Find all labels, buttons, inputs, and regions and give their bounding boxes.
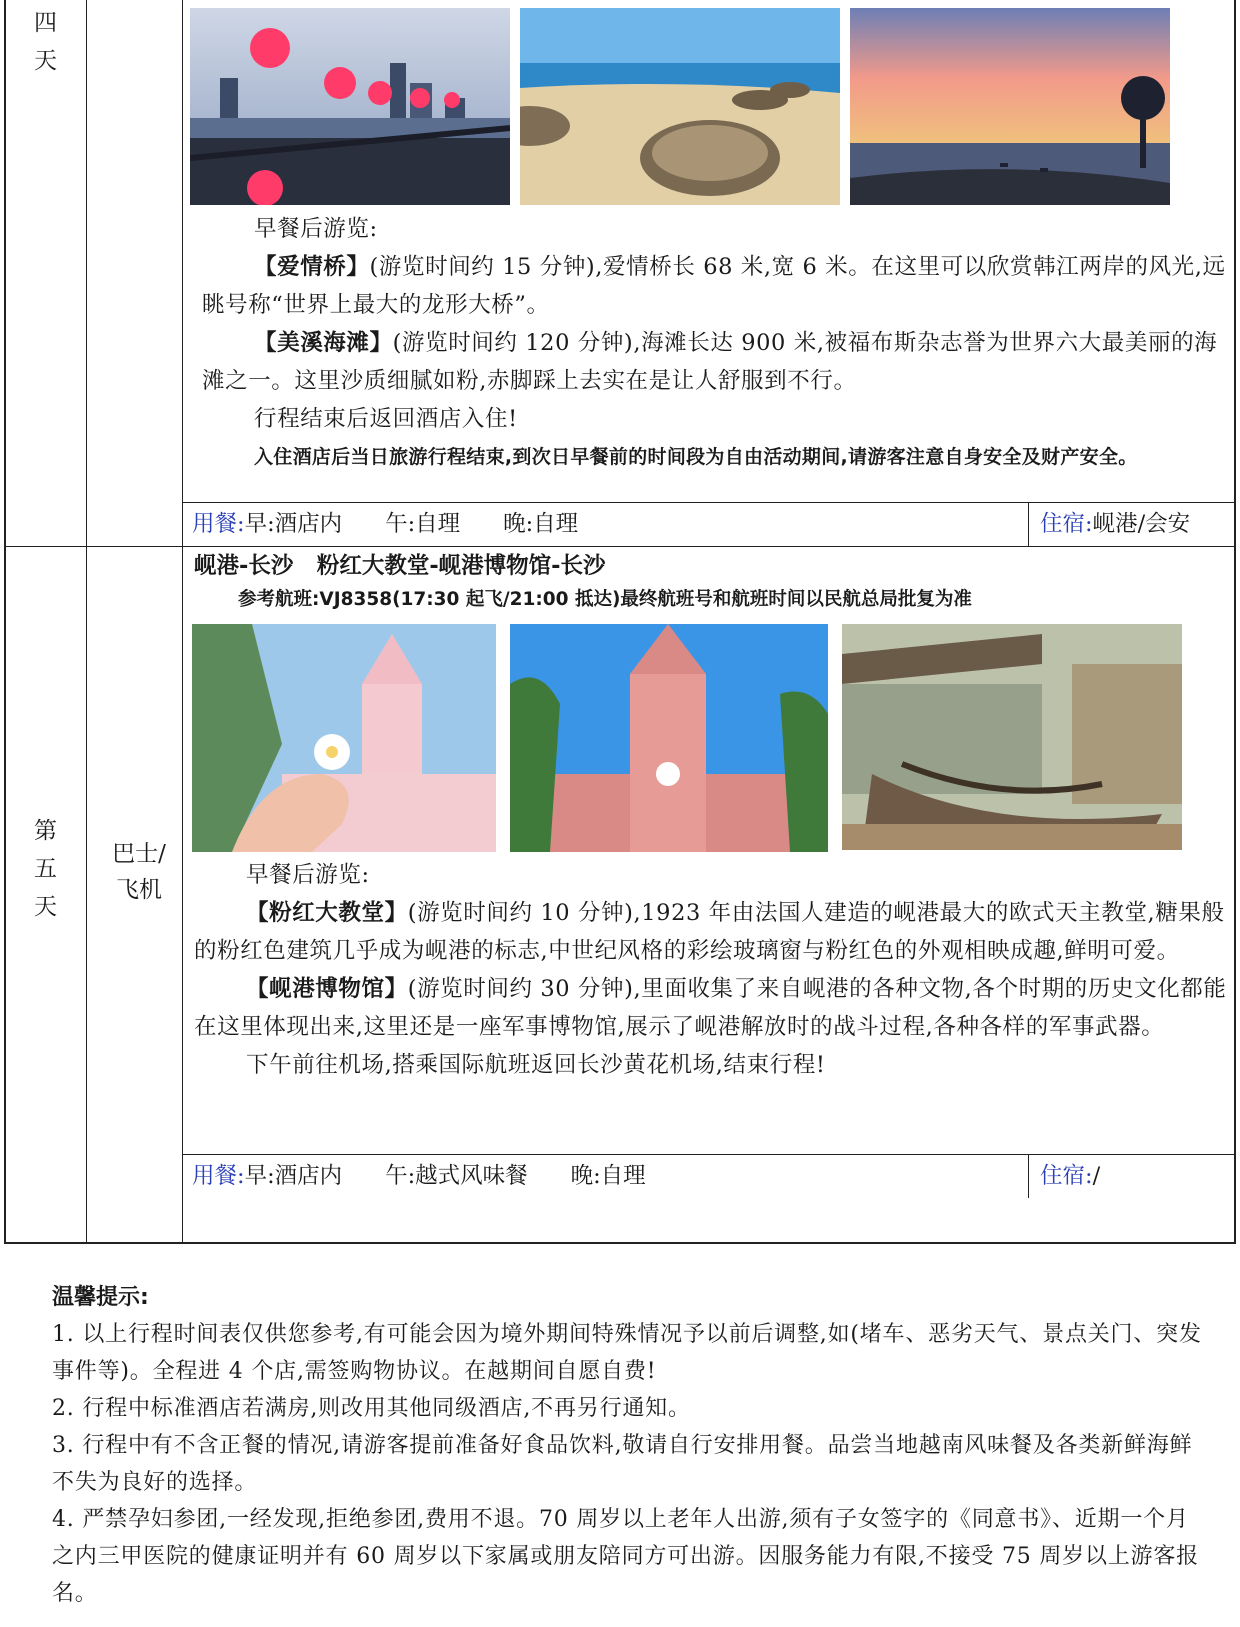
day5-description [194,856,1230,1084]
day5-lodging-value: / [1092,1163,1101,1189]
day4-meals [192,506,578,542]
day5-intro: 早餐后游览: [246,862,370,888]
day4-safety-notice: 入住酒店后当日旅游行程结束,到次日早餐前的时间段为自由活动期间,请游客注意自身安全及财产安全。 [254,446,1138,468]
tips-item-1: 1. 以上行程时间表仅供您参考,有可能会因为境外期间特殊情况予以前后调整,如(堵车、恶劣天气、景点关门、突发事件等)。全程进 4 个店,需签购物协议。在越期间自愿自费! [52,1322,1202,1384]
day4-lodging-value: 岘港/会安 [1092,511,1191,537]
day4-attraction1 [202,248,1232,324]
day4-attraction2-text: (游览时间约 120 分钟),海滩长达 900 米,被福布斯杂志誉为世界六大最美丽的海滩之一。这里沙质细腻如粉,赤脚踩上去实在是让人舒服到不行。 [202,330,1218,394]
day4-meals-label: 用餐: [192,511,245,537]
day4-photo-row [190,8,1170,205]
tips-title: 温馨提示: [52,1285,149,1310]
sunset-fishing-boats-photo [850,8,1170,205]
meals-lodging-divider [1028,1154,1029,1198]
day4-attraction2 [202,324,1232,400]
day4-attraction1-text: (游览时间约 15 分钟),爱情桥长 68 米,宽 6 米。在这里可以欣赏韩江两岸的风光,远眺号称“世界上最大的龙形大桥”。 [202,254,1226,318]
row-divider [182,1154,1234,1155]
pink-cathedral-flower-photo [192,624,496,852]
tips-item-2: 2. 行程中标准酒店若满房,则改用其他同级酒店,不再另行通知。 [52,1396,691,1421]
meals-lodging-divider [1028,502,1029,546]
day5-route-title: 岘港-长沙 粉红大教堂-岘港博物馆-长沙 [194,553,606,579]
itinerary-table [4,0,1236,1244]
day5-return: 下午前往机场,搭乘国际航班返回长沙黄花机场,结束行程! [246,1052,826,1078]
day5-header [194,548,1224,616]
pink-cathedral-tower-photo [510,624,828,852]
love-bridge-photo [190,8,510,205]
row-divider [182,502,1234,503]
day4-intro: 早餐后游览: [254,216,378,242]
warm-tips [52,1280,1202,1612]
column-divider [86,0,87,1242]
column-divider [182,0,183,1242]
tips-item-3: 3. 行程中有不含正餐的情况,请游客提前准备好食品饮料,敬请自行安排用餐。品尝当地越南风味餐及各类新鲜海鲜不失为良好的选择。 [52,1433,1193,1495]
day4-attraction2-name: 【美溪海滩】 [254,330,393,356]
row-divider [6,546,1234,547]
day5-flight-info: 参考航班:VJ8358(17:30 起飞/21:00 抵达)最终航班号和航班时间以民航总局批复为准 [238,589,972,610]
day4-lodging [1040,506,1190,542]
tips-item-4: 4. 严禁孕妇参团,一经发现,拒绝参团,费用不退。70 周岁以上老年人出游,须有子女签字的《同意书》、近期一个月之内三甲医院的健康证明并有 60 周岁以下家属或朋友陪同方可出游。因服务能力有限,不接受 75 周岁以上游客报名。 [52,1507,1199,1606]
day4-lodging-label: 住宿: [1040,511,1093,537]
day5-attraction1 [194,894,1230,970]
day5-attraction2 [194,970,1230,1046]
day4-description [202,210,1232,476]
day4-meals-text: 早:酒店内 午:自理 晚:自理 [244,511,579,537]
day4-label: 四天 [34,10,57,74]
day4-return: 行程结束后返回酒店入住! [254,406,518,432]
day5-attraction1-text: (游览时间约 10 分钟),1923 年由法国人建造的岘港最大的欧式天主教堂,糖果般的粉红色建筑几乎成为岘港的标志,中世纪风格的彩绘玻璃窗与粉红色的外观相映成趣,鲜明可爱。 [194,900,1225,964]
day5-lodging [1040,1158,1100,1194]
day5-attraction1-name: 【粉红大教堂】 [246,900,408,926]
day5-attraction2-text: (游览时间约 30 分钟),里面收集了来自岘港的各种文物,各个时期的历史文化都能在这里体现出来,这里还是一座军事博物馆,展示了岘港解放时的战斗过程,各种各样的军事武器。 [194,976,1227,1040]
day5-photo-row [192,624,1182,852]
day4-attraction1-name: 【爱情桥】 [254,254,370,280]
day5-meals [192,1158,646,1194]
day5-transport: 巴士/ 飞机 [112,841,166,903]
museum-boats-photo [842,624,1182,850]
my-khe-beach-photo [520,8,840,205]
day5-label: 第 五 天 [34,818,57,920]
day5-meals-label: 用餐: [192,1163,245,1189]
day5-meals-text: 早:酒店内 午:越式风味餐 晚:自理 [244,1163,646,1189]
day5-lodging-label: 住宿: [1040,1163,1093,1189]
day5-attraction2-name: 【岘港博物馆】 [246,976,408,1002]
